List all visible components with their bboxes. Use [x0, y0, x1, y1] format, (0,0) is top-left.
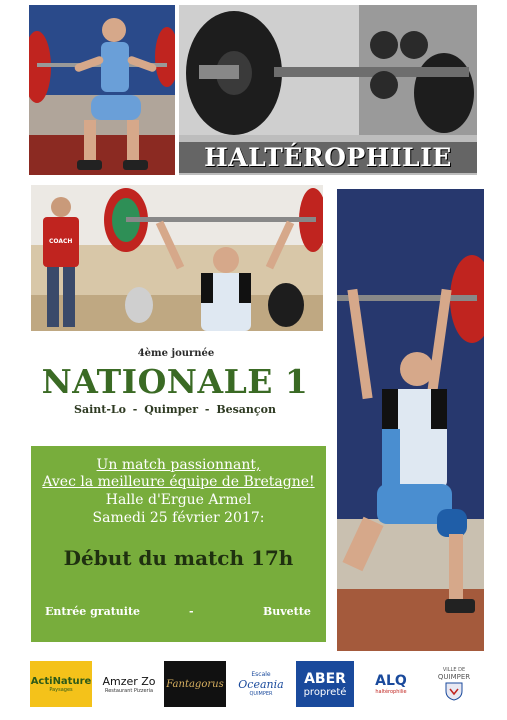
info-line-1: Un match passionnant,: [96, 457, 261, 473]
sponsor-fantagorus-logo: Fantagorus: [164, 661, 226, 707]
sponsor-alq-logo: ALQ haltérophilie: [375, 673, 407, 695]
photo-lifter-squat: [29, 5, 175, 175]
banner-title: HALTÉROPHILIE: [179, 142, 477, 173]
info-start-time: Début du match 17h: [63, 546, 294, 570]
sponsor-amzerzo-logo: Amzer Zo Restaurant Pizzeria: [102, 674, 156, 694]
info-entry: Entrée gratuite: [45, 605, 141, 618]
sponsor-aber-logo: ABER propreté: [296, 661, 354, 707]
info-date: Samedi 25 février 2017:: [92, 510, 265, 526]
photo-lifter-overhead: [337, 189, 484, 651]
info-box: [31, 446, 326, 642]
event-title: NATIONALE 1: [41, 362, 309, 401]
info-bar: Buvette: [263, 605, 311, 618]
sponsor-actinature-logo: ActiNature Paysages: [30, 661, 92, 707]
event-cities: Saint-Lo - Quimper - Besançon: [74, 403, 276, 416]
sponsor-row: [28, 661, 484, 707]
sponsor-oceania-logo: Escale Oceania QUIMPER: [238, 671, 284, 697]
event-day: 4ème journée: [137, 348, 215, 359]
photo-lifter-snatch-coach: [31, 185, 323, 331]
info-line-2: Avec la meilleure équipe de Bretagne!: [42, 474, 315, 490]
info-venue: Halle d'Ergue Armel: [105, 492, 252, 508]
info-separator: -: [189, 605, 194, 618]
coach-shirt-text: COACH: [49, 238, 73, 245]
quimper-crest-icon: [444, 681, 464, 701]
sponsor-quimper-logo: VILLE DE QUIMPER: [426, 661, 482, 707]
